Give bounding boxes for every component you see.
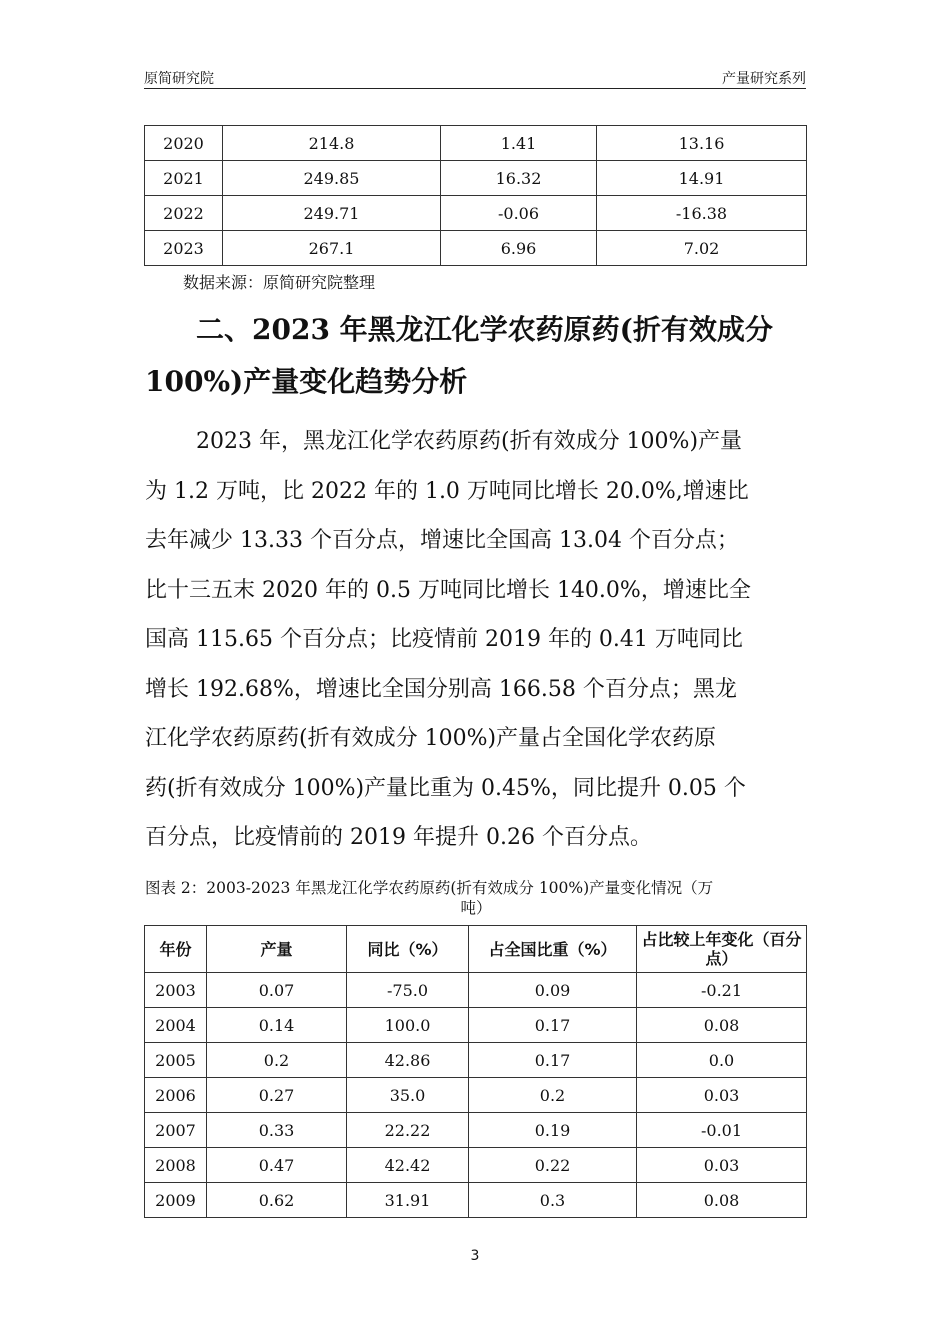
table-cell: 2005 xyxy=(145,1043,207,1078)
header-right: 产量研究系列 xyxy=(722,71,806,87)
table-cell: 2003 xyxy=(145,973,207,1008)
table-cell: 0.03 xyxy=(637,1148,807,1183)
table-cell: -75.0 xyxy=(347,973,469,1008)
table-cell: 2020 xyxy=(145,126,223,161)
table-cell: 2023 xyxy=(145,231,223,266)
data-source-note: 数据来源：原简研究院整理 xyxy=(183,273,376,292)
table-cell: 6.96 xyxy=(441,231,597,266)
table-cell: 2007 xyxy=(145,1113,207,1148)
table-cell: 0.19 xyxy=(469,1113,637,1148)
section-heading-line1: 二、2023 年黑龙江化学农药原药(折有效成分 xyxy=(196,313,773,346)
table-cell: 267.1 xyxy=(223,231,441,266)
section-heading-line2: 100%)产量变化趋势分析 xyxy=(145,365,468,398)
table-header-cell: 年份 xyxy=(145,926,207,973)
paragraph-line: 去年减少 13.33 个百分点，增速比全国高 13.04 个百分点； xyxy=(145,528,739,553)
table-header-row xyxy=(145,926,807,973)
table-row xyxy=(145,1043,807,1078)
production-table xyxy=(144,925,807,1218)
table-cell: 214.8 xyxy=(223,126,441,161)
table-cell: 0.08 xyxy=(637,1008,807,1043)
table-header-cell: 占全国比重（%） xyxy=(469,926,637,973)
table-cell: -0.01 xyxy=(637,1113,807,1148)
paragraph-line: 增长 192.68%，增速比全国分别高 166.58 个百分点；黑龙 xyxy=(145,676,737,702)
paragraph-line: 药(折有效成分 100%)产量比重为 0.45%，同比提升 0.05 个 xyxy=(145,775,746,801)
table-cell: 249.85 xyxy=(223,161,441,196)
table-cell: -0.06 xyxy=(441,196,597,231)
table-cell: 0.62 xyxy=(207,1183,347,1218)
table-cell: 0.33 xyxy=(207,1113,347,1148)
table-cell: -0.21 xyxy=(637,973,807,1008)
page-number: 3 xyxy=(470,1248,480,1264)
table-cell: 42.86 xyxy=(347,1043,469,1078)
table-cell: 0.14 xyxy=(207,1008,347,1043)
table-header-cell: 产量 xyxy=(207,926,347,973)
table-cell: 0.07 xyxy=(207,973,347,1008)
table-cell: 100.0 xyxy=(347,1008,469,1043)
table-cell: 2021 xyxy=(145,161,223,196)
table-caption xyxy=(145,878,807,918)
table-row xyxy=(145,1183,807,1218)
data-table-continued xyxy=(144,125,807,266)
table-row xyxy=(145,1008,807,1043)
table-cell: 2006 xyxy=(145,1078,207,1113)
table-cell: 7.02 xyxy=(597,231,807,266)
table-cell: 0.27 xyxy=(207,1078,347,1113)
paragraph-line: 江化学农药原药(折有效成分 100%)产量占全国化学农药原 xyxy=(145,726,717,751)
table-cell: 0.17 xyxy=(469,1043,637,1078)
paragraph-line: 国高 115.65 个百分点；比疫情前 2019 年的 0.41 万吨同比 xyxy=(145,627,743,652)
table-cell: 0.0 xyxy=(637,1043,807,1078)
page-header xyxy=(144,66,806,89)
table-cell: 0.17 xyxy=(469,1008,637,1043)
table-cell: 2008 xyxy=(145,1148,207,1183)
table-row xyxy=(145,126,807,161)
body-paragraph xyxy=(145,417,807,863)
table-cell: 0.3 xyxy=(469,1183,637,1218)
table-row xyxy=(145,1113,807,1148)
table-cell: 0.2 xyxy=(207,1043,347,1078)
paragraph-line: 比十三五末 2020 年的 0.5 万吨同比增长 140.0%，增速比全 xyxy=(145,577,751,603)
table-cell: 0.03 xyxy=(637,1078,807,1113)
table-cell: 0.22 xyxy=(469,1148,637,1183)
table-header-cell: 同比（%） xyxy=(347,926,469,973)
table-cell: 0.47 xyxy=(207,1148,347,1183)
paragraph-line: 为 1.2 万吨，比 2022 年的 1.0 万吨同比增长 20.0%,增速比 xyxy=(145,478,749,504)
table-cell: 16.32 xyxy=(441,161,597,196)
table-cell: 249.71 xyxy=(223,196,441,231)
table-row xyxy=(145,161,807,196)
paragraph-line: 百分点，比疫情前的 2019 年提升 0.26 个百分点。 xyxy=(145,825,652,850)
table-row xyxy=(145,231,807,266)
table-header-cell: 占比较上年变化（百分点） xyxy=(637,926,807,973)
table-row xyxy=(145,196,807,231)
table-cell: 2009 xyxy=(145,1183,207,1218)
table-row xyxy=(145,1148,807,1183)
table-cell: 0.2 xyxy=(469,1078,637,1113)
table-cell: 14.91 xyxy=(597,161,807,196)
table-cell: 2022 xyxy=(145,196,223,231)
table-row xyxy=(145,973,807,1008)
table-row xyxy=(145,1078,807,1113)
table-cell: 1.41 xyxy=(441,126,597,161)
caption-line1: 图表 2：2003-2023 年黑龙江化学农药原药(折有效成分 100%)产量变化情况（万 xyxy=(145,879,714,897)
caption-line2: 吨） xyxy=(460,899,492,917)
header-left: 原简研究院 xyxy=(144,71,214,87)
table-cell: 22.22 xyxy=(347,1113,469,1148)
table-cell: 35.0 xyxy=(347,1078,469,1113)
table-cell: 0.08 xyxy=(637,1183,807,1218)
table-cell: 42.42 xyxy=(347,1148,469,1183)
table-cell: 0.09 xyxy=(469,973,637,1008)
table-cell: 13.16 xyxy=(597,126,807,161)
paragraph-line: 2023 年，黑龙江化学农药原药(折有效成分 100%)产量 xyxy=(196,429,743,454)
table-cell: 2004 xyxy=(145,1008,207,1043)
table-cell: -16.38 xyxy=(597,196,807,231)
table-cell: 31.91 xyxy=(347,1183,469,1218)
